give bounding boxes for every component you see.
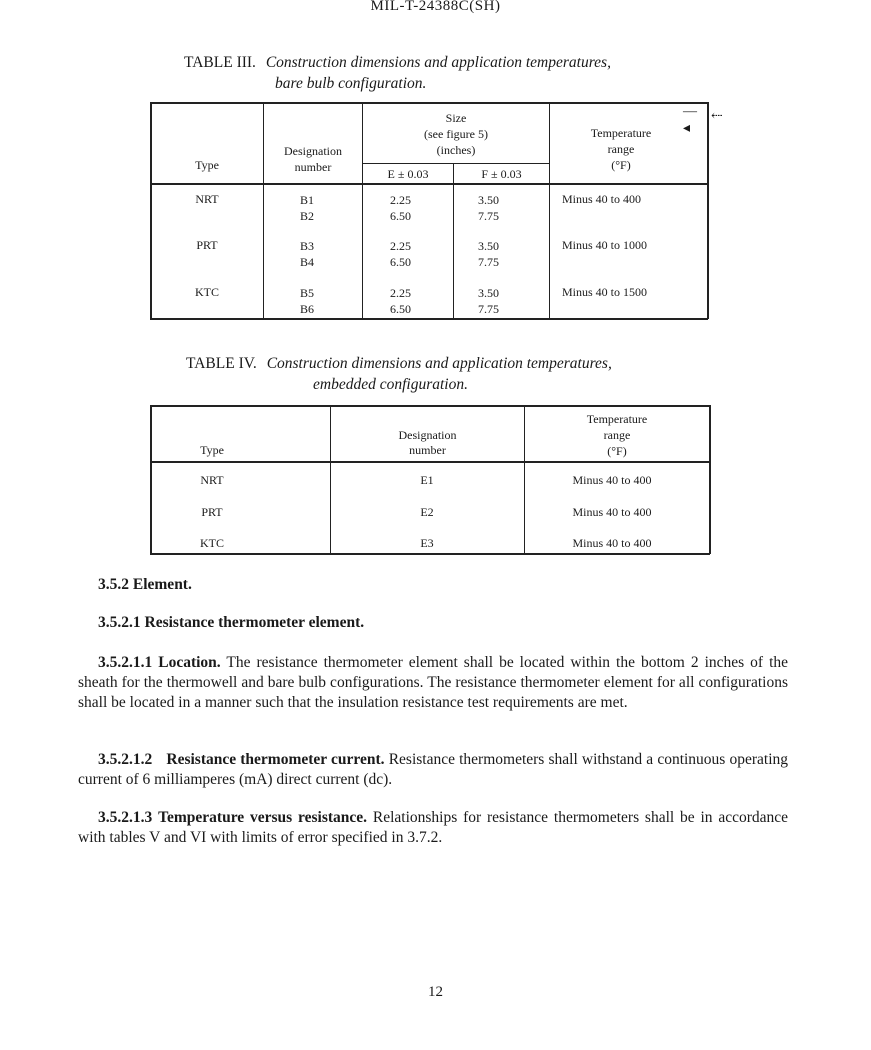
table3-label: TABLE III. [184, 54, 256, 71]
section-body: Resistance thermometers shall withstand a continuous operating current of 6 milliamperes (mA) direct current (dc). [78, 751, 789, 788]
section-number: 3.5.2.1.2 [98, 751, 153, 768]
table3-header-size: Size (see figure 5) (inches) [424, 111, 488, 157]
table3-cell-e: 2.25 6.50 [390, 239, 411, 269]
table3-cell-f: 3.50 7.75 [478, 193, 499, 223]
table4-cell-temperature: Minus 40 to 400 [572, 505, 652, 519]
section-3-5-2-1-1-paragraph [78, 653, 788, 713]
table3-header-designation: Designation number [284, 144, 342, 174]
table3-cell-type: NRT [195, 192, 219, 206]
table3-header-type: Type [195, 158, 219, 172]
table4-title-line2: embedded configuration. [313, 376, 468, 393]
table3-cell-designation: B5 B6 [300, 286, 315, 316]
table3-cell-e: 2.25 6.50 [390, 286, 411, 316]
table4-label: TABLE IV. [186, 355, 257, 372]
page-number: 12 [428, 984, 443, 1000]
section-3-5-2-1-2-paragraph [78, 750, 788, 790]
table3-cell-designation: B1 B2 [300, 193, 315, 223]
table3-cell-type: PRT [196, 238, 218, 252]
section-body: Relationships for resistance thermometers shall be in accordance with tables V and VI with limits of error specified in 3.7.2. [78, 809, 789, 846]
table3-cell-designation: B3 B4 [300, 239, 315, 269]
table3-title-line1: Construction dimensions and application temperatures, [265, 54, 611, 71]
document-header: MIL-T-24388C(SH) [370, 0, 501, 14]
section-3-5-2-1-heading: 3.5.2.1 Resistance thermometer element. [98, 614, 365, 631]
table3-header-e: E ± 0.03 [387, 167, 429, 181]
section-heading: Temperature versus resistance. [158, 809, 368, 826]
table4-caption-line2 [313, 374, 468, 395]
table4-header-designation: Designation number [398, 428, 457, 457]
table4-cell-type: KTC [200, 536, 224, 550]
table3-caption-line2 [275, 73, 426, 94]
section-number: 3.5.2.1.1 [98, 654, 153, 671]
table4-header-temperature: Temperature range (°F) [586, 412, 648, 458]
section-heading: Location. [158, 654, 221, 671]
table4-title-line1: Construction dimensions and application temperatures, [266, 355, 612, 372]
table4-cell-designation: E3 [420, 536, 434, 550]
table4-cell-designation: E1 [420, 473, 434, 487]
section-heading: Resistance thermometer current. [166, 751, 385, 768]
table3-cell-temperature: Minus 40 to 400 [562, 192, 642, 206]
table3-header-temperature: Temperature range (°F) [590, 126, 652, 172]
table4-cell-designation: E2 [420, 505, 434, 519]
table4-cell-temperature: Minus 40 to 400 [572, 536, 652, 550]
revision-mark-icon: ― ◂ [683, 104, 697, 136]
section-3-5-2-1-3-paragraph [78, 808, 788, 848]
table3-cell-e: 2.25 6.50 [390, 193, 411, 223]
section-body: The resistance thermometer element shall be located within the bottom 2 inches of the sheath for the thermowell and bare bulb configurations. The resistance thermometer element for all configurations shall be located in a manner such that the insulation resistance test requirements are met. [78, 654, 788, 711]
table3-cell-temperature: Minus 40 to 1000 [562, 238, 648, 252]
table3-cell-f: 3.50 7.75 [478, 239, 499, 269]
table3-cell-temperature: Minus 40 to 1500 [562, 285, 648, 299]
section-3-5-2-heading: 3.5.2 Element. [98, 576, 192, 593]
table4-cell-type: PRT [201, 505, 223, 519]
table3-cell-f: 3.50 7.75 [478, 286, 499, 316]
table4-header-type: Type [200, 443, 224, 457]
table3-caption [184, 52, 611, 73]
section-number: 3.5.2.1.3 [98, 809, 153, 826]
table3-cell-type: KTC [195, 285, 219, 299]
table3-title-line2: bare bulb configuration. [275, 75, 427, 92]
table4-caption [186, 353, 612, 374]
table4-cell-temperature: Minus 40 to 400 [572, 473, 652, 487]
table4-cell-type: NRT [200, 473, 224, 487]
revision-arrow-icon: ⇠ [711, 109, 723, 124]
table3-header-f: F ± 0.03 [481, 167, 522, 181]
